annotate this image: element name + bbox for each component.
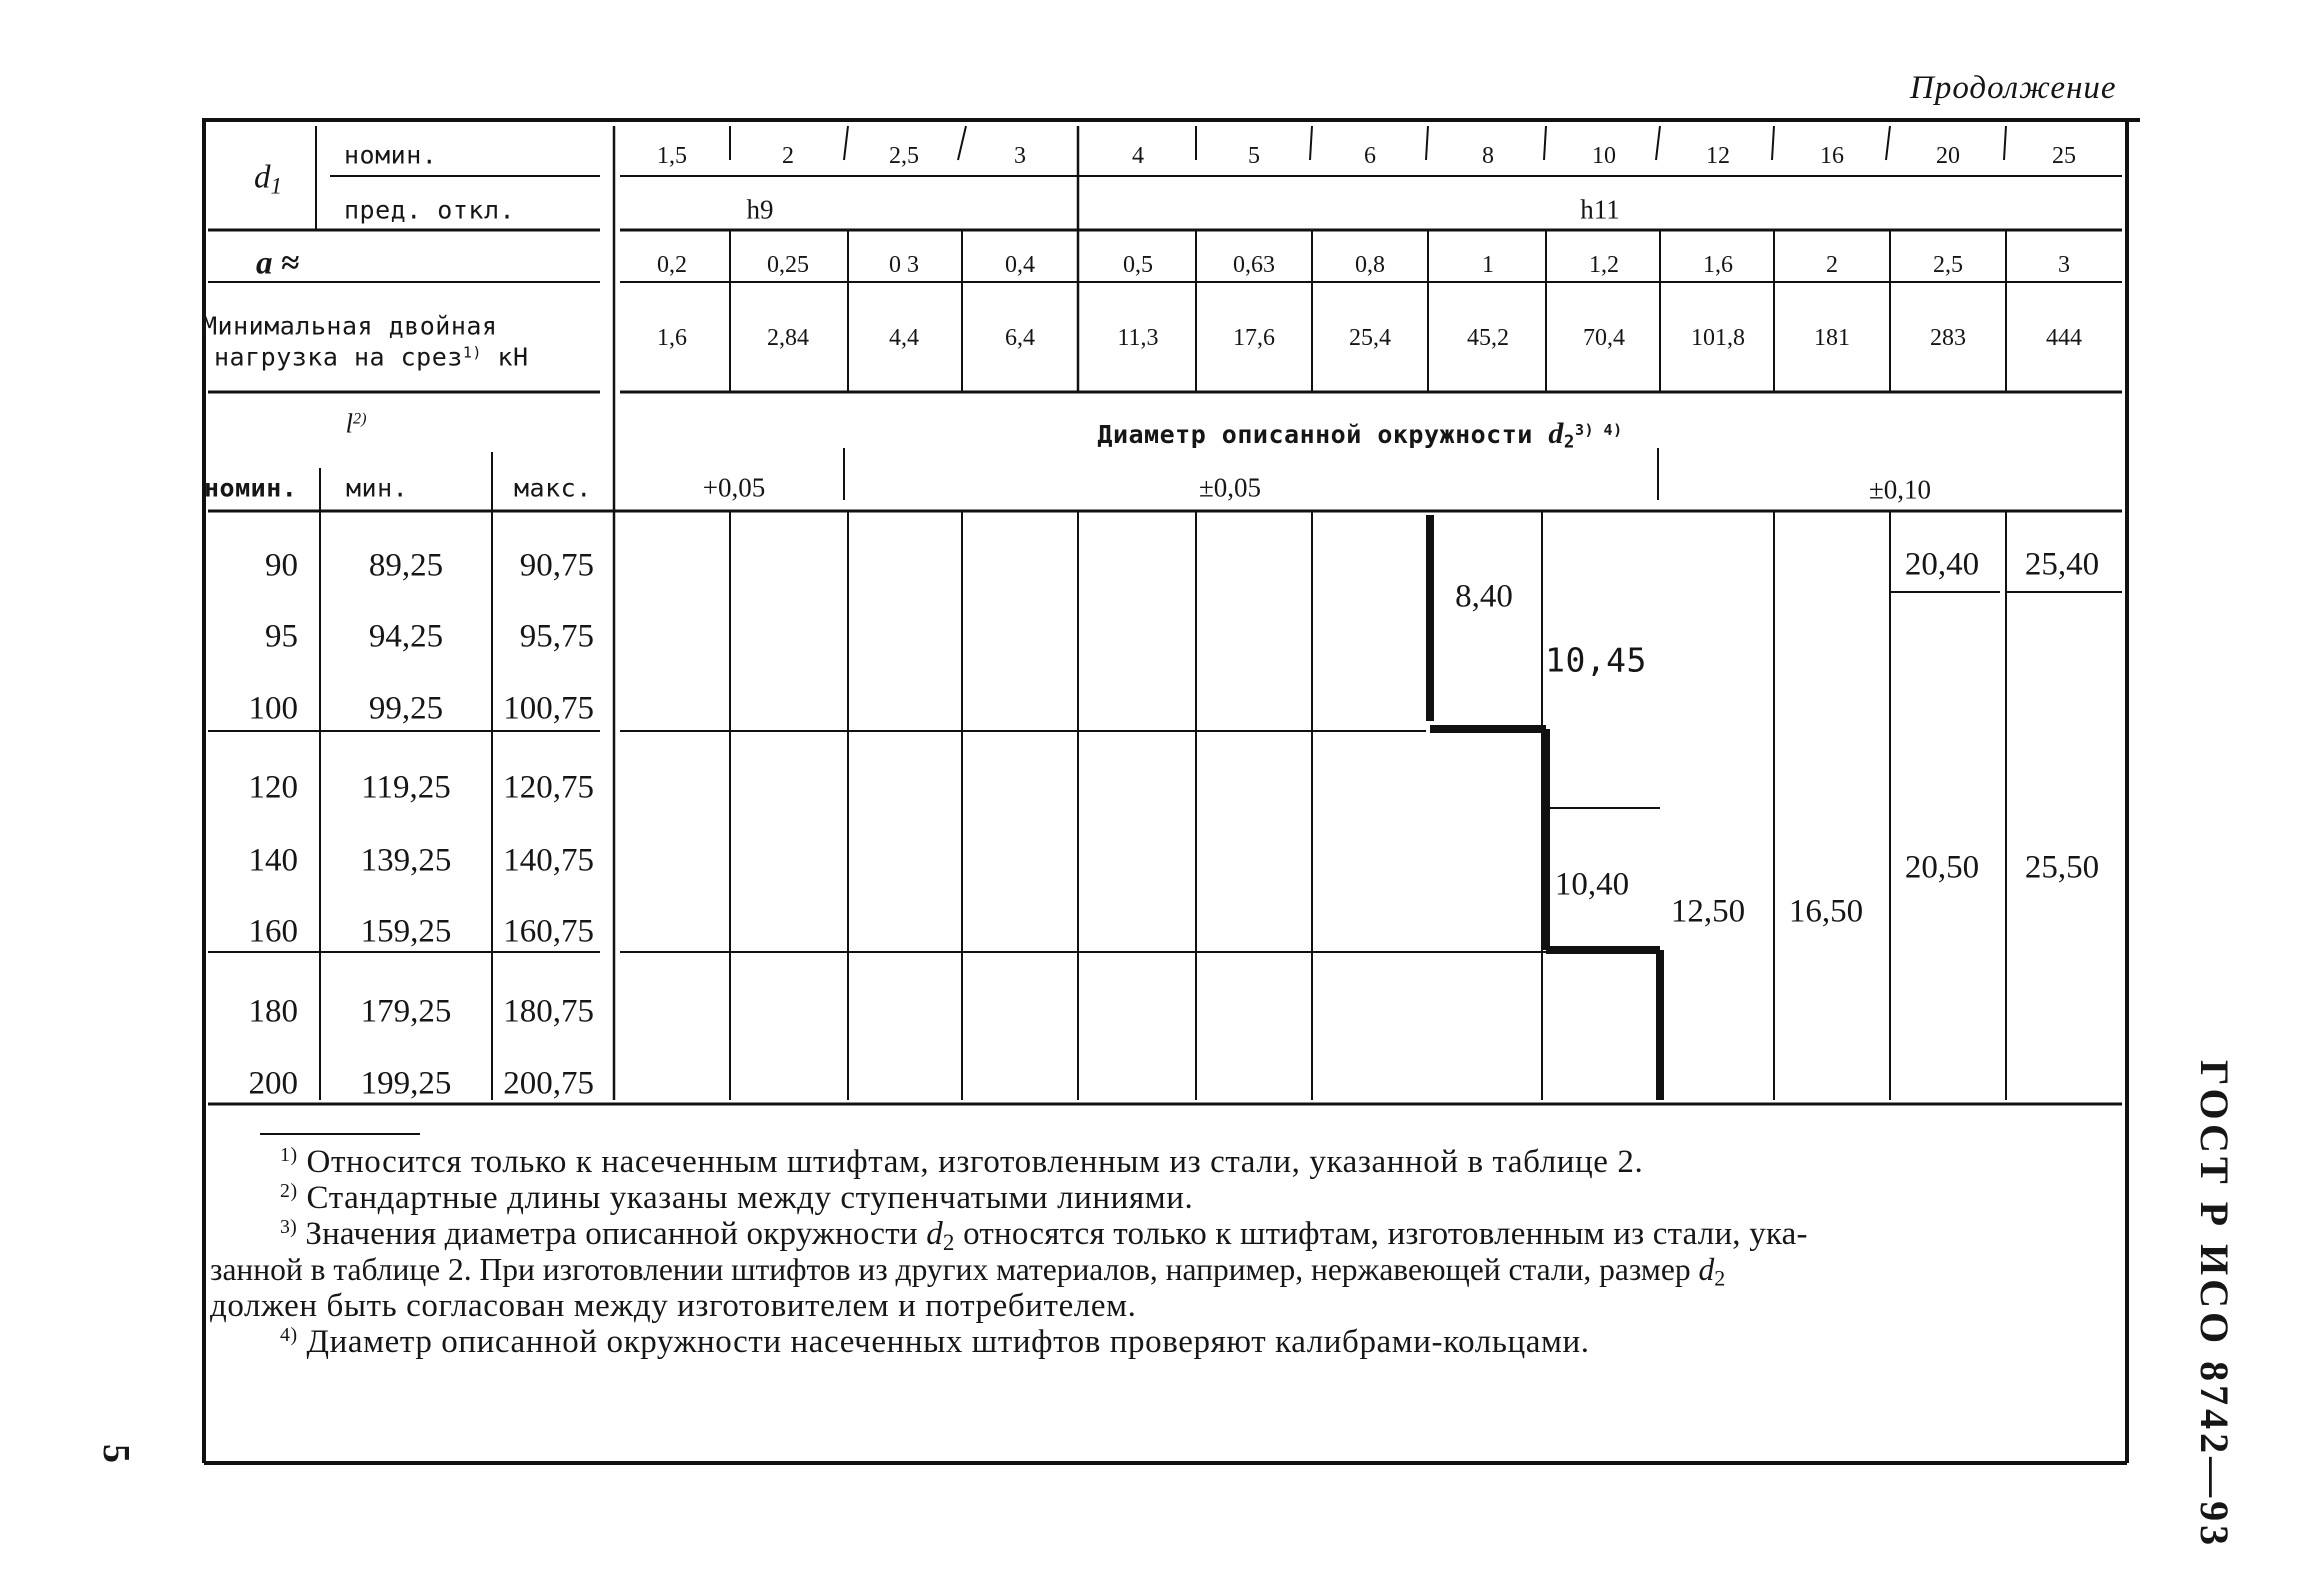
load-value: 283 xyxy=(1930,325,1966,351)
deviation-label: пред. откл. xyxy=(344,195,516,225)
tolerance-pm-010: ±0,10 xyxy=(1868,474,1932,505)
l-max-label: макс. xyxy=(514,473,592,503)
length-nominal: 90 xyxy=(265,547,298,584)
a-value: 0,4 xyxy=(1005,252,1035,278)
diameter-d20-lower: 20,50 xyxy=(1904,849,1980,886)
a-value: 1,6 xyxy=(1703,252,1733,278)
a-value: 0,63 xyxy=(1233,252,1275,278)
a-value: 2 xyxy=(1826,252,1838,278)
diameter-d10-upper: 10,45 xyxy=(1545,640,1647,680)
footnote-2: $^{2)}$ Стандартные длины указаны между ступенчатыми линиями. xyxy=(280,1180,1194,1216)
diameter-d10-lower: 10,40 xyxy=(1554,866,1630,903)
length-min: 199,25 xyxy=(360,1065,452,1102)
length-max: 120,75 xyxy=(503,769,594,806)
length-min: 179,25 xyxy=(360,993,452,1030)
tolerance-pm-005: ±0,05 xyxy=(1198,472,1262,503)
load-value: 11,3 xyxy=(1117,325,1159,351)
length-max: 90,75 xyxy=(519,547,594,584)
load-value: 1,6 xyxy=(657,325,687,351)
length-min: 94,25 xyxy=(368,618,444,655)
d1-value: 5 xyxy=(1248,143,1260,169)
d1-value: 6 xyxy=(1364,143,1376,169)
l-nom-label: номин. xyxy=(204,473,298,503)
a-value: 0 3 xyxy=(889,252,919,278)
d1-symbol: $d_1$ xyxy=(253,159,283,199)
diameter-title: Диаметр описанной окружности $d_2^{3) 4)}$ xyxy=(1097,417,1623,453)
load-value: 6,4 xyxy=(1005,325,1035,351)
load-label-line1: Минимальная двойная xyxy=(202,311,498,341)
length-max: 95,75 xyxy=(519,618,594,655)
length-nominal: 180 xyxy=(248,993,298,1030)
nominal-label: номин. xyxy=(344,140,438,170)
length-max: 180,75 xyxy=(503,993,594,1030)
footnote-4: $^{4)}$ Диаметр описанной окружности насеченных штифтов проверяют калибрами-кольцами. xyxy=(280,1324,1590,1360)
length-min: 119,25 xyxy=(361,769,451,806)
a-value: 0,5 xyxy=(1123,252,1153,278)
length-max: 200,75 xyxy=(503,1065,594,1102)
a-value: 1,2 xyxy=(1589,252,1619,278)
d1-value: 10 xyxy=(1592,143,1616,169)
diameter-d25-upper: 25,40 xyxy=(2024,546,2100,583)
tolerance-h11: h11 xyxy=(1580,194,1620,225)
a-value: 0,2 xyxy=(657,252,687,278)
diameter-d12: 12,50 xyxy=(1670,893,1746,930)
l-symbol: $l^{2)}$ xyxy=(345,408,367,439)
footnote-3-line1: $^{3)}$ Значения диаметра описанной окружности $d_2$ относятся только к штифтам, изготовленным из стали, ука- xyxy=(280,1216,1808,1255)
load-value: 444 xyxy=(2046,325,2082,351)
load-value: 25,4 xyxy=(1349,325,1391,351)
footnote-1: $^{1)}$ Относится только к насеченным штифтам, изготовленным из стали, указанной в таблице 2. xyxy=(280,1144,1644,1180)
l-min-label: мин. xyxy=(346,473,409,503)
tolerance-plus-005: +0,05 xyxy=(702,472,766,503)
a-value: 3 xyxy=(2058,252,2070,278)
length-max: 100,75 xyxy=(503,690,594,727)
d1-value: 12 xyxy=(1706,143,1730,169)
diameter-d8: 8,40 xyxy=(1455,578,1513,615)
load-value: 17,6 xyxy=(1233,325,1275,351)
d1-value: 2 xyxy=(782,143,794,169)
length-nominal: 95 xyxy=(265,618,298,655)
length-max: 140,75 xyxy=(503,842,594,879)
length-min: 89,25 xyxy=(368,547,444,584)
footnote-3-line3: должен быть согласован между изготовителем и потребителем. xyxy=(210,1288,1137,1324)
d1-value: 3 xyxy=(1014,143,1026,169)
load-value: 101,8 xyxy=(1691,325,1745,351)
d1-value: 25 xyxy=(2052,143,2076,169)
diameter-d20-upper: 20,40 xyxy=(1904,546,1980,583)
length-min: 99,25 xyxy=(368,690,444,727)
load-value: 45,2 xyxy=(1467,325,1509,351)
d1-value: 16 xyxy=(1820,143,1844,169)
d1-value: 2,5 xyxy=(889,143,919,169)
d1-value: 4 xyxy=(1132,143,1144,169)
length-nominal: 100 xyxy=(248,690,298,727)
a-label: a ≈ xyxy=(256,245,299,282)
page-number: 5 xyxy=(95,1444,137,1463)
d1-value: 1,5 xyxy=(657,143,687,169)
a-value: 2,5 xyxy=(1933,252,1963,278)
length-max: 160,75 xyxy=(503,913,594,950)
load-value: 70,4 xyxy=(1583,325,1625,351)
length-min: 139,25 xyxy=(360,842,452,879)
a-value: 0,25 xyxy=(767,252,809,278)
continuation-label: Продолжение xyxy=(1910,70,2117,106)
d1-value: 8 xyxy=(1482,143,1494,169)
length-nominal: 160 xyxy=(248,913,298,950)
load-value: 2,84 xyxy=(767,325,809,351)
length-min: 159,25 xyxy=(360,913,452,950)
diameter-d16: 16,50 xyxy=(1788,893,1864,930)
load-value: 4,4 xyxy=(889,325,919,351)
d1-value: 20 xyxy=(1936,143,1960,169)
tolerance-h9: h9 xyxy=(746,194,774,225)
load-value: 181 xyxy=(1814,325,1850,351)
a-value: 0,8 xyxy=(1355,252,1385,278)
length-nominal: 140 xyxy=(248,842,298,879)
footnote-3-line2: занной в таблице 2. При изготовлении штифтов из других материалов, например, нержавеющей стали, размер $d_2$ xyxy=(210,1252,1726,1291)
a-value: 1 xyxy=(1482,252,1494,278)
diameter-d25-lower: 25,50 xyxy=(2024,849,2100,886)
length-nominal: 120 xyxy=(248,769,298,806)
length-nominal: 200 xyxy=(248,1065,298,1102)
load-label-line2: нагрузка на срез$^{1)}$ кН xyxy=(214,342,529,372)
document-side-title: ГОСТ Р ИСО 8742—93 xyxy=(2192,1060,2237,1550)
